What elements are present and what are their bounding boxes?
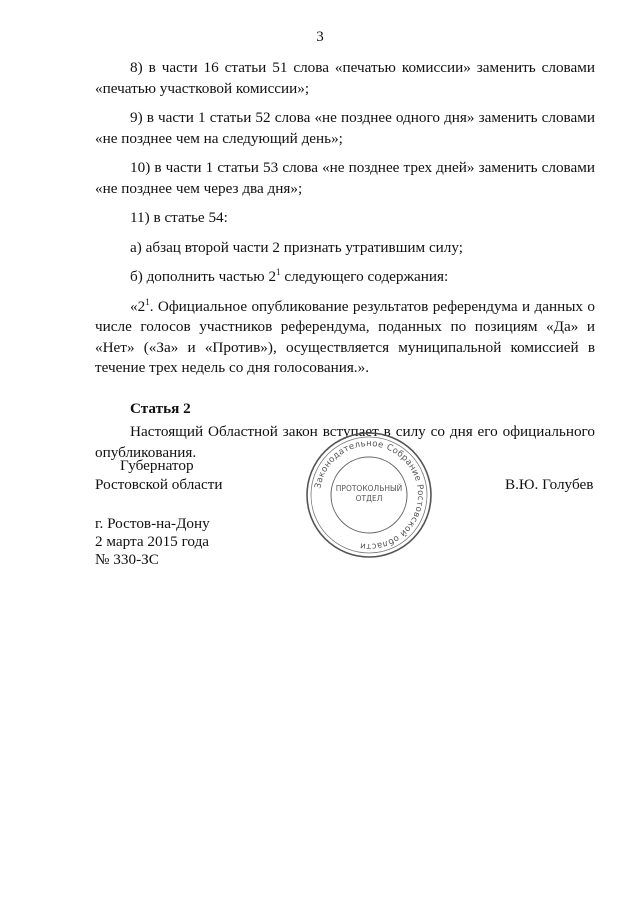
stamp-inner-line-1: ПРОТОКОЛЬНЫЙ bbox=[335, 484, 403, 493]
quoted-part-text: . Официальное опубликование результатов референдума и данных о числе голосов участников референдума, поданных по позициям «Да» и «Нет» («За» и «Против»), осуществляется муниципальной комиссией в течение трех недель со дня голосования.». bbox=[95, 297, 595, 376]
stamp-ring-text: Законодательное Собрание Ростовской области bbox=[313, 438, 426, 552]
place-date-number bbox=[95, 515, 210, 569]
quoted-part-start: «2 bbox=[130, 297, 146, 315]
item-9: 9) в части 1 статьи 52 слова «не позднее одного дня» заменить словами «не позднее чем на следующий день»; bbox=[95, 109, 595, 147]
item-8: 8) в части 16 статьи 51 слова «печатью комиссии» заменить словами «печатью участковой комиссии»; bbox=[95, 59, 595, 97]
official-stamp bbox=[304, 430, 434, 560]
signer-name: В.Ю. Голубев bbox=[505, 476, 594, 493]
item-10: 10) в части 1 статьи 53 слова «не позднее трех дней» заменить словами «не позднее чем через два дня»; bbox=[95, 159, 595, 197]
article-2-heading: Статья 2 bbox=[130, 399, 191, 417]
city: г. Ростов-на-Дону bbox=[95, 515, 210, 532]
subitem-a: а) абзац второй части 2 признать утратившим силу; bbox=[130, 238, 464, 256]
date: 2 марта 2015 года bbox=[95, 533, 210, 550]
signer-region: Ростовской области bbox=[95, 476, 223, 493]
document-body bbox=[95, 58, 595, 463]
law-number: № 330-ЗС bbox=[95, 551, 159, 568]
subitem-b-superscript: 1 bbox=[276, 267, 281, 277]
stamp-inner-line-2: ОТДЕЛ bbox=[355, 494, 383, 503]
quoted-part-superscript: 1 bbox=[145, 296, 150, 307]
quoted-part bbox=[95, 297, 595, 379]
subitem-b-text-start: б) дополнить частью 2 bbox=[130, 268, 277, 285]
subitem-b bbox=[95, 267, 595, 288]
article-2-text: Настоящий Областной закон вступает в силу со дня его официального опубликования. bbox=[95, 423, 595, 461]
page-number: 3 bbox=[316, 29, 324, 45]
signer-title: Губернатор bbox=[120, 457, 194, 474]
item-11: 11) в статье 54: bbox=[130, 209, 228, 226]
subitem-b-text-end: следующего содержания: bbox=[280, 268, 449, 285]
